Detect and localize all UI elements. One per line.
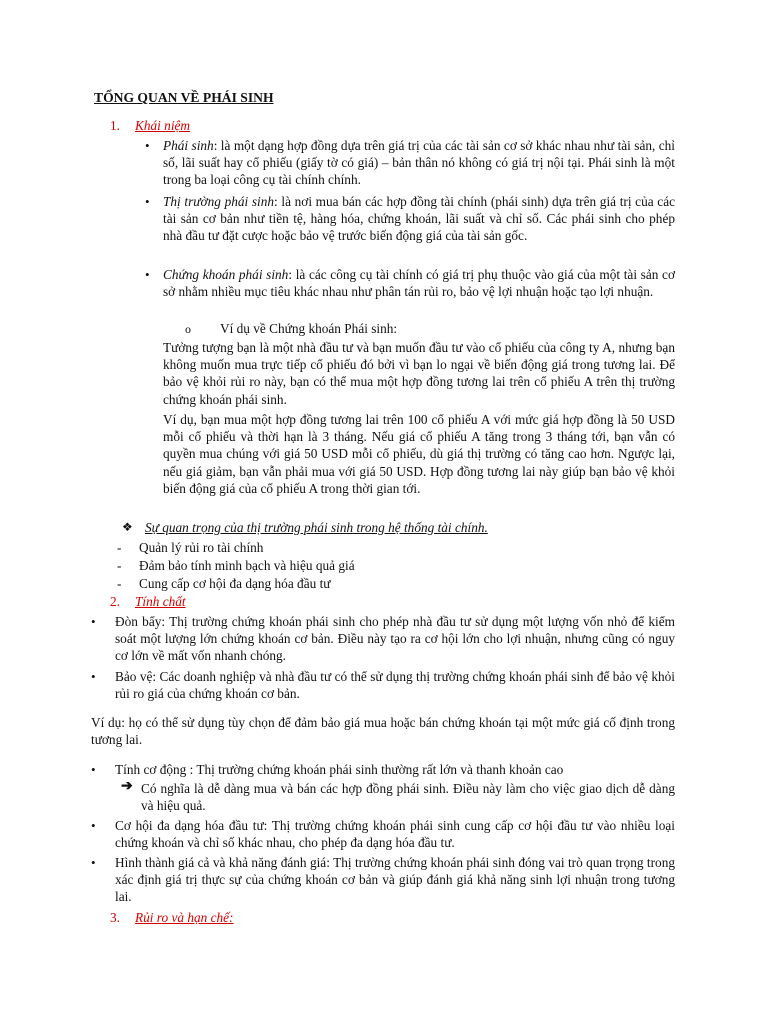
bullet-icon: • [145, 194, 150, 209]
section-2-heading: Tính chất [135, 594, 186, 609]
page-title: TỔNG QUAN VỀ PHÁI SINH [94, 90, 274, 105]
term-label: Phái sinh [163, 138, 214, 153]
dash-bullet-icon: - [117, 558, 122, 573]
property-leverage: Đòn bẩy: Thị trường chứng khoán phái sinh cho phép nhà đầu tư sử dụng một lượng vốn nhỏ để kiểm soát một lượng lớn chứng khoán cơ bản. Điều này tạo ra cơ hội lớn cho lợi nhuận, nhưng cũng có nguy cơ lớn về mất vốn nhanh chóng. [115, 614, 675, 664]
section-1-number: 1. [110, 118, 120, 133]
bullet-icon: • [91, 614, 96, 629]
term-text: : là nơi mua bán các hợp đồng tài chính (phái sinh) dựa trên giá trị của các tài sản cơ bản như tiền tệ, hàng hóa, chứng khoán, lãi suất và chỉ số. Các phái sinh cho phép nhà đầu tư đặt cược hoặc bảo vệ trước biến động giá của tài sản gốc. [163, 194, 675, 244]
importance-item: Cung cấp cơ hội đa dạng hóa đầu tư [139, 576, 331, 591]
property-diversification: Cơ hội đa dạng hóa đầu tư: Thị trường chứng khoán phái sinh cung cấp cơ hội đầu tư vào nhiều loại chứng khoán và chỉ số khác nhau, cho phép đa dạng hóa đầu tư. [115, 818, 675, 851]
property-liquidity: Tính cơ động : Thị trường chứng khoán phái sinh thường rất lớn và thanh khoản cao [115, 762, 564, 777]
definition-derivative-market [163, 193, 675, 245]
property-example: Ví dụ: họ có thể sử dụng tùy chọn để đảm bảo giá mua hoặc bán chứng khoán tại một mức giá cố định trong tương lai. [91, 715, 675, 748]
example-paragraph-1: Tưởng tượng bạn là một nhà đầu tư và bạn muốn đầu tư vào cổ phiếu của công ty A, nhưng bạn không muốn mua trực tiếp cổ phiếu đó bởi vì bạn lo ngại về biến động giá trong tương lai. Để bảo vệ khỏi rủi ro này, bạn có thể mua một hợp đồng tương lai trên cổ phiếu A trên thị trường chứng khoán phái sinh. [163, 340, 675, 407]
property-hedging: Bảo vệ: Các doanh nghiệp và nhà đầu tư có thể sử dụng thị trường chứng khoán phái sinh để bảo vệ khỏi rủi ro giá của chứng khoán cơ bản. [115, 669, 675, 702]
section-1-heading: Khái niệm [135, 118, 191, 133]
example-heading: Ví dụ về Chứng khoán Phái sinh: [220, 321, 398, 336]
example-paragraph-2: Ví dụ, bạn mua một hợp đồng tương lai trên 100 cổ phiếu A với mức giá hợp đồng là 50 USD mỗi cổ phiếu và thời hạn là 3 tháng. Nếu giá cổ phiếu A tăng trong 3 tháng tới, bạn vẫn có quyền mua chúng với giá 50 USD mỗi cổ phiếu, dù giá thị trường có tăng cao hơn. Ngược lại, nếu giá giảm, bạn vẫn phải mua với giá 50 USD. Hợp đồng tương lai này giúp bạn bảo vệ khỏi biến động giá của cổ phiếu A trong thời gian tới. [163, 412, 675, 496]
bullet-icon: • [91, 762, 96, 777]
bullet-icon: • [145, 267, 150, 282]
importance-item: Đảm bảo tính minh bạch và hiệu quả giá [139, 558, 355, 573]
definition-derivative [163, 137, 675, 189]
section-2-number: 2. [110, 594, 120, 609]
term-text: : là một dạng hợp đồng dựa trên giá trị của các tài sản cơ sở khác nhau như tài sản, chỉ số, lãi suất hay cổ phiếu (giấy tờ có giá) – bản thân nó không có giá trị nội tại. Phái sinh là một trong ba loại công cụ tài chính chính. [163, 138, 675, 188]
dash-bullet-icon: - [117, 576, 122, 591]
term-label: Thị trường phái sinh [163, 194, 275, 209]
circle-bullet-icon: o [185, 322, 191, 336]
diamond-bullet-icon: ❖ [122, 520, 133, 534]
importance-item: Quản lý rủi ro tài chính [139, 540, 264, 555]
bullet-icon: • [91, 818, 96, 833]
term-label: Chứng khoán phái sinh [163, 267, 289, 282]
bullet-icon: • [145, 138, 150, 153]
property-price-discovery: Hình thành giá cả và khả năng đánh giá: Thị trường chứng khoán phái sinh đóng vai trò quan trọng trong xác định giá trị thực sự của chứng khoán cơ bản và giúp đánh giá khả năng sinh lợi nhuận trong tương lai. [115, 855, 675, 905]
term-text: : là các công cụ tài chính có giá trị phụ thuộc vào giá của một tài sản cơ sở nhằm nhiều mục tiêu khác nhau như phân tán rủi ro, bảo vệ lợi nhuận hoặc tạo lợi nhuận. [163, 267, 675, 300]
dash-bullet-icon: - [117, 540, 122, 555]
importance-heading: Sự quan trọng của thị trường phái sinh trong hệ thống tài chính. [145, 520, 488, 535]
bullet-icon: • [91, 669, 96, 684]
section-3-heading: Rủi ro và hạn chế: [135, 910, 234, 925]
arrow-right-icon: ➔ [121, 779, 133, 794]
property-liquidity-detail [141, 780, 675, 814]
definition-derivative-securities [163, 266, 675, 300]
liquidity-detail-text: Có nghĩa là dễ dàng mua và bán các hợp đồng phái sinh. Điều này làm cho việc giao dịch dễ dàng và hiệu quả. [141, 781, 675, 814]
bullet-icon: • [91, 855, 96, 870]
section-3-number: 3. [110, 910, 120, 925]
